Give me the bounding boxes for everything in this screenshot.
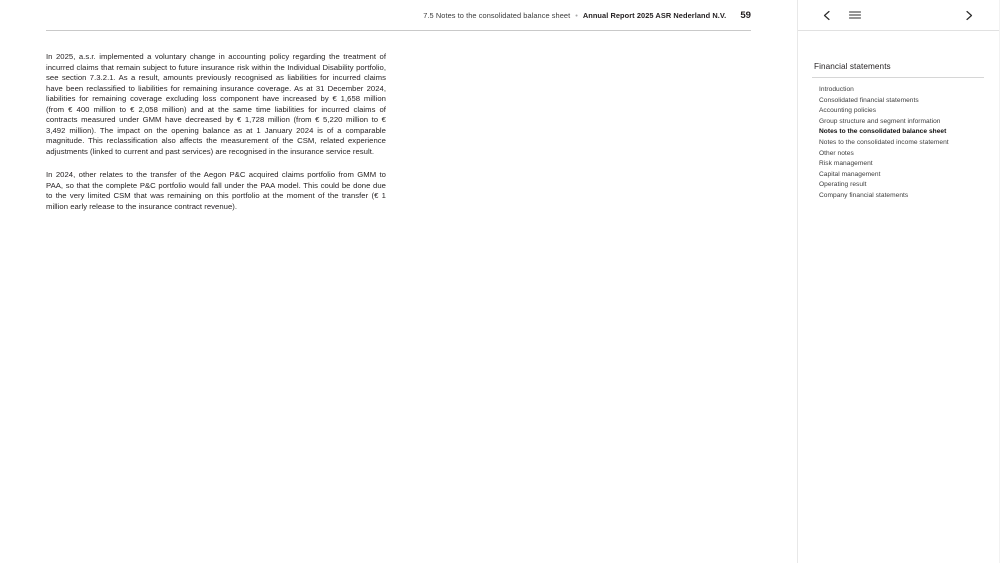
header-title: Annual Report 2025 ASR Nederland N.V. [582,11,727,20]
panel-toolbar [798,0,1000,31]
previous-page-button[interactable] [814,2,840,28]
body-paragraph: In 2024, other relates to the transfer of the Aegon P&C acquired claims portfolio from GMM to PAA, so that the complete P&C portfolio would fall under the PAA model. This could be done due to the very limited CSM that was remaining on this portfolio at the moment of the transfer (€ 1 million early release to the insurance contract revenue). [46,170,386,211]
document-body [46,52,386,225]
toc-item-accounting-policies[interactable]: Accounting policies [819,107,877,115]
toc-item-group-structure-and-segment-information[interactable]: Group structure and segment information [819,117,941,125]
toc-item-capital-management[interactable]: Capital management [819,170,881,178]
panel-section-title: Financial statements [814,62,891,71]
navigation-panel [797,0,1000,563]
toc-item-risk-management[interactable]: Risk management [819,160,873,168]
hamburger-menu-icon [848,9,862,21]
toc-item-consolidated-financial-statements[interactable]: Consolidated financial statements [819,96,919,104]
chevron-left-icon [821,9,834,22]
toc-item-notes-to-the-consolidated-income-statement[interactable]: Notes to the consolidated income statement [819,138,949,146]
table-of-contents [819,85,994,202]
header-breadcrumb: 7.5 Notes to the consolidated balance sheet [423,11,571,20]
toc-item-introduction[interactable]: Introduction [819,86,854,93]
toc-item-operating-result[interactable]: Operating result [819,181,867,189]
panel-title-divider [812,77,984,78]
chevron-right-icon [962,9,975,22]
toc-item-other-notes[interactable]: Other notes [819,149,854,157]
page-number: 59 [740,10,751,21]
header-separator: • [575,11,578,20]
toc-item-company-financial-statements[interactable]: Company financial statements [819,191,909,199]
next-page-button[interactable] [955,2,981,28]
header-divider [46,30,751,31]
body-paragraph: In 2025, a.s.r. implemented a voluntary change in accounting policy regarding the treatment of incurred claims that remain subject to future insurance risk within the Individual Disability portfolio, see section 7.3.2.1. As a result, amounts previously recognised as liabilities for incurred claims have been reclassified to liabilities for remaining insurance coverage. As at 31 December 2024, liabilities for remaining coverage excluding loss component have increased by € 1,658 million (from € 400 million to € 2,058 million) and at the same time liabilities for incurred claims of contracts measured under GMM have decreased by € 1,728 million (from € 5,220 million to € 3,492 million). The impact on the opening balance as at 1 January 2024 is of a comparable magnitude. This reclassification also affects the measurement of the CSM, related experience adjustments (linked to current and past services) are recognised in the insurance service result. [46,52,386,156]
toc-item-notes-to-the-consolidated-balance-sheet[interactable]: Notes to the consolidated balance sheet [819,128,947,136]
menu-button[interactable] [842,2,868,28]
document-header [0,0,797,31]
